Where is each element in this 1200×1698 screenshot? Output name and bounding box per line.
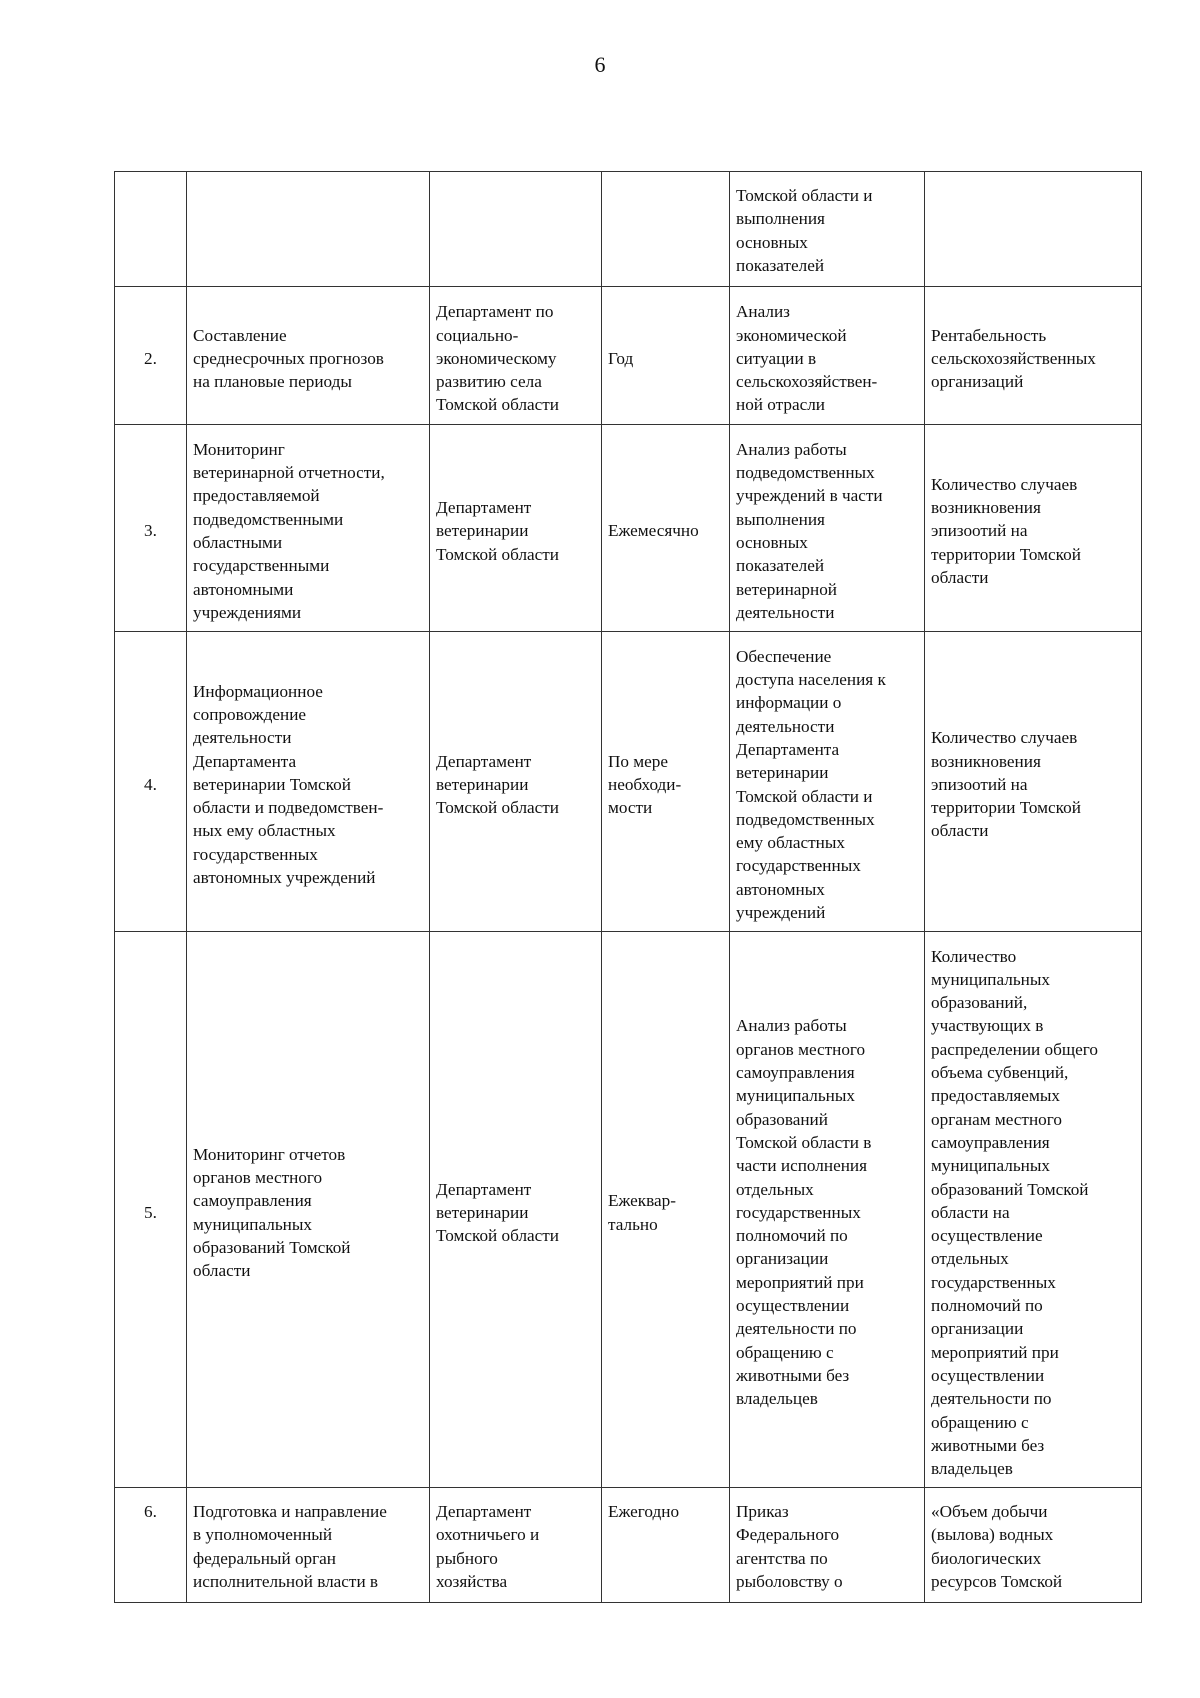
responsible-department: Департамент ветеринарии Томской области [430, 425, 602, 632]
responsible-department [430, 172, 602, 287]
activity-name [187, 172, 430, 287]
row-number: 6. [115, 1488, 187, 1603]
responsible-department: Департамент ветеринарии Томской области [430, 632, 602, 932]
purpose: Анализ экономической ситуации в сельскохозяйствен- ной отрасли [730, 287, 925, 425]
purpose: Анализ работы подведомственных учреждений в части выполнения основных показателей ветеринарной деятельности [730, 425, 925, 632]
row-number: 2. [115, 287, 187, 425]
table-row [115, 425, 1142, 632]
activity-name: Мониторинг ветеринарной отчетности, предоставляемой подведомственными областными государственными автономными учреждениями [187, 425, 430, 632]
indicator: Рентабельность сельскохозяйственных организаций [925, 287, 1142, 425]
table-row [115, 1488, 1142, 1603]
table-row [115, 172, 1142, 287]
activity-name: Мониторинг отчетов органов местного самоуправления муниципальных образований Томской области [187, 932, 430, 1488]
indicator: Количество случаев возникновения эпизоотий на территории Томской области [925, 632, 1142, 932]
responsible-department: Департамент охотничьего и рыбного хозяйства [430, 1488, 602, 1603]
purpose: Анализ работы органов местного самоуправления муниципальных образований Томской области в части исполнения отдельных государственных полномочий по организации мероприятий при осуществлении деятельности по обращению с животными без владельцев [730, 932, 925, 1488]
indicator: Количество случаев возникновения эпизоотий на территории Томской области [925, 425, 1142, 632]
activity-name: Информационное сопровождение деятельности Департамента ветеринарии Томской области и подведомствен- ных ему областных государственных автономных учреждений [187, 632, 430, 932]
purpose: Томской области и выполнения основных показателей [730, 172, 925, 287]
page-number: 6 [594, 52, 606, 77]
periodicity: По мере необходи- мости [602, 632, 730, 932]
periodicity: Год [602, 287, 730, 425]
indicator [925, 172, 1142, 287]
table-row [115, 632, 1142, 932]
row-number: 4. [115, 632, 187, 932]
activity-name: Составление среднесрочных прогнозов на плановые периоды [187, 287, 430, 425]
periodicity: Ежеквар- тально [602, 932, 730, 1488]
purpose: Приказ Федерального агентства по рыболовству о [730, 1488, 925, 1603]
indicator: Количество муниципальных образований, участвующих в распределении общего объема субвенций, предоставляемых органам местного самоуправления муниципальных образований Томской области на осуществление отдельных государственных полномочий по организации мероприятий при осуществлении деятельности по обращению с животными без владельцев [925, 932, 1142, 1488]
periodicity: Ежемесячно [602, 425, 730, 632]
responsible-department: Департамент ветеринарии Томской области [430, 932, 602, 1488]
purpose: Обеспечение доступа населения к информации о деятельности Департамента ветеринарии Томской области и подведомственных ему областных государственных автономных учреждений [730, 632, 925, 932]
periodicity: Ежегодно [602, 1488, 730, 1603]
periodicity [602, 172, 730, 287]
row-number: 3. [115, 425, 187, 632]
responsible-department: Департамент по социально- экономическому развитию села Томской области [430, 287, 602, 425]
indicator: «Объем добычи (вылова) водных биологических ресурсов Томской [925, 1488, 1142, 1603]
monitoring-table [114, 171, 1142, 1603]
row-number [115, 172, 187, 287]
table-row [115, 287, 1142, 425]
row-number: 5. [115, 932, 187, 1488]
activity-name: Подготовка и направление в уполномоченный федеральный орган исполнительной власти в [187, 1488, 430, 1603]
table-row [115, 932, 1142, 1488]
